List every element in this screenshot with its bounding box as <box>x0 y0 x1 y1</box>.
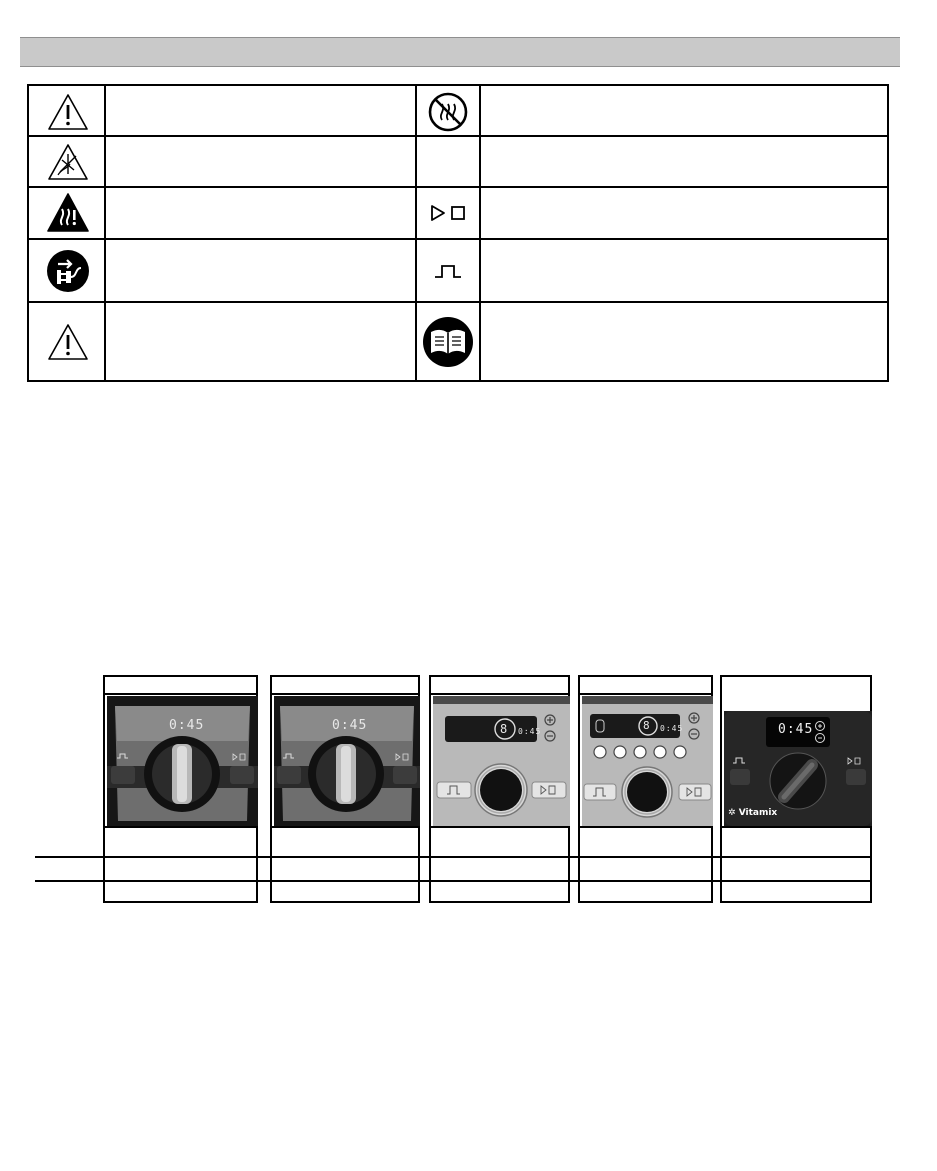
section-header-bar <box>20 37 900 67</box>
brand-mark-icon: ✲ <box>728 808 736 818</box>
start-stop-icon <box>417 188 479 238</box>
unplug-icon <box>31 240 104 301</box>
model-card-3 <box>429 675 570 903</box>
timer-display: 0:45 <box>169 718 205 733</box>
timer-display: 0:45 <box>660 724 684 733</box>
brand-name: Vitamix <box>738 808 778 818</box>
control-panel-photo <box>274 696 420 826</box>
model-card-1 <box>103 675 258 903</box>
hot-steam-warning-icon <box>31 188 104 238</box>
warning-triangle-icon <box>31 88 104 135</box>
timer-display: 0:45 <box>332 718 368 733</box>
brand-logo <box>728 808 777 818</box>
timer-display: 0:45 <box>778 722 814 737</box>
no-hot-liquids-icon <box>417 88 479 135</box>
caution-triangle-icon <box>31 303 104 380</box>
control-panel-photo <box>107 696 258 826</box>
symbol-table <box>27 84 889 382</box>
row-divider <box>29 135 887 137</box>
speed-display: 8 <box>500 722 509 736</box>
column-divider <box>479 86 481 380</box>
pulse-icon <box>417 240 479 301</box>
column-divider <box>104 86 106 380</box>
model-card-4 <box>578 675 713 903</box>
blade-hazard-icon <box>31 137 104 186</box>
model-card-2 <box>270 675 420 903</box>
model-card-5 <box>720 675 872 903</box>
control-panel-photo <box>724 711 872 826</box>
timer-display: 0:45 <box>518 727 542 736</box>
control-panel-photo <box>433 696 570 826</box>
speed-display: 8 <box>643 719 651 732</box>
read-manual-icon <box>417 303 479 380</box>
control-panel-photo <box>582 696 713 826</box>
